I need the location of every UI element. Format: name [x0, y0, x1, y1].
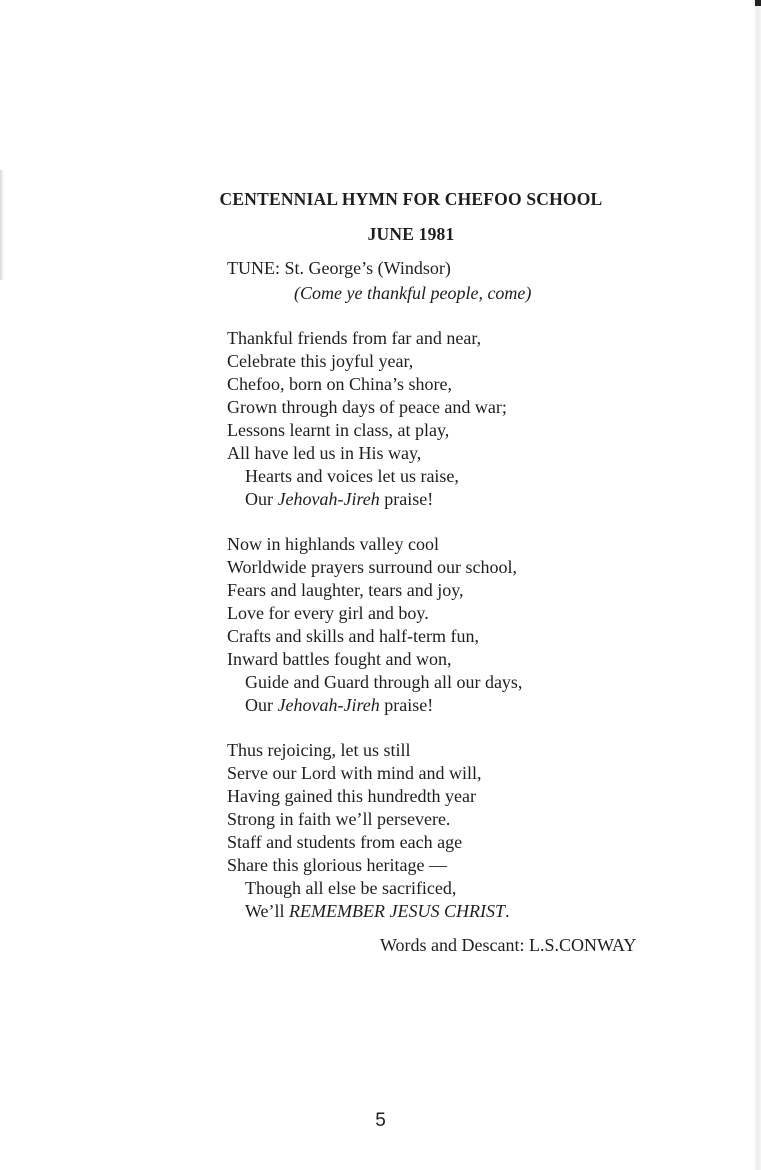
verse-line: Crafts and skills and half-term fun, — [227, 626, 479, 646]
verse-line: Share this glorious heritage — — [227, 855, 447, 875]
verse-line: Love for every girl and boy. — [227, 603, 429, 623]
refrain-final-line: Our Jehovah-Jireh praise! — [245, 695, 434, 715]
verse-line: Grown through days of peace and war; — [227, 397, 507, 417]
page-edge-right — [753, 0, 761, 1170]
verse-line: Thus rejoicing, let us still — [227, 740, 411, 760]
refrain-line: Guide and Guard through all our days, — [245, 672, 523, 692]
tune-subtitle: (Come ye thankful people, come) — [294, 283, 532, 303]
verse-line: Serve our Lord with mind and will, — [227, 763, 482, 783]
verse-line: Having gained this hundredth year — [227, 786, 476, 806]
verse-line: Now in highlands valley cool — [227, 534, 439, 554]
author-credit: Words and Descant: L.S.CONWAY — [380, 935, 637, 955]
refrain-line: Hearts and voices let us raise, — [245, 466, 459, 486]
verse-line: Strong in faith we’ll persevere. — [227, 809, 451, 829]
verse-line: Thankful friends from far and near, — [227, 328, 482, 348]
tune-line: TUNE: St. George’s (Windsor) — [227, 258, 451, 278]
verse-line: Inward battles fought and won, — [227, 649, 452, 669]
refrain-final-line: Our Jehovah-Jireh praise! — [245, 489, 434, 509]
hymn-title: CENTENNIAL HYMN FOR CHEFOO SCHOOL — [219, 189, 603, 209]
verse-line: Worldwide prayers surround our school, — [227, 557, 517, 577]
page-number: 5 — [375, 1110, 386, 1131]
refrain-line: Though all else be sacrificed, — [245, 878, 457, 898]
verse-line: Celebrate this joyful year, — [227, 351, 414, 371]
verse-line: Lessons learnt in class, at play, — [227, 420, 450, 440]
verse-line: Fears and laughter, tears and joy, — [227, 580, 464, 600]
verse-line: Staff and students from each age — [227, 832, 463, 852]
scan-corner-mark — [755, 0, 761, 6]
refrain-final-line: We’ll REMEMBER JESUS CHRIST. — [245, 901, 510, 921]
verse-line: All have led us in His way, — [227, 443, 422, 463]
hymn-date: JUNE 1981 — [367, 224, 455, 244]
verse-line: Chefoo, born on China’s shore, — [227, 374, 452, 394]
